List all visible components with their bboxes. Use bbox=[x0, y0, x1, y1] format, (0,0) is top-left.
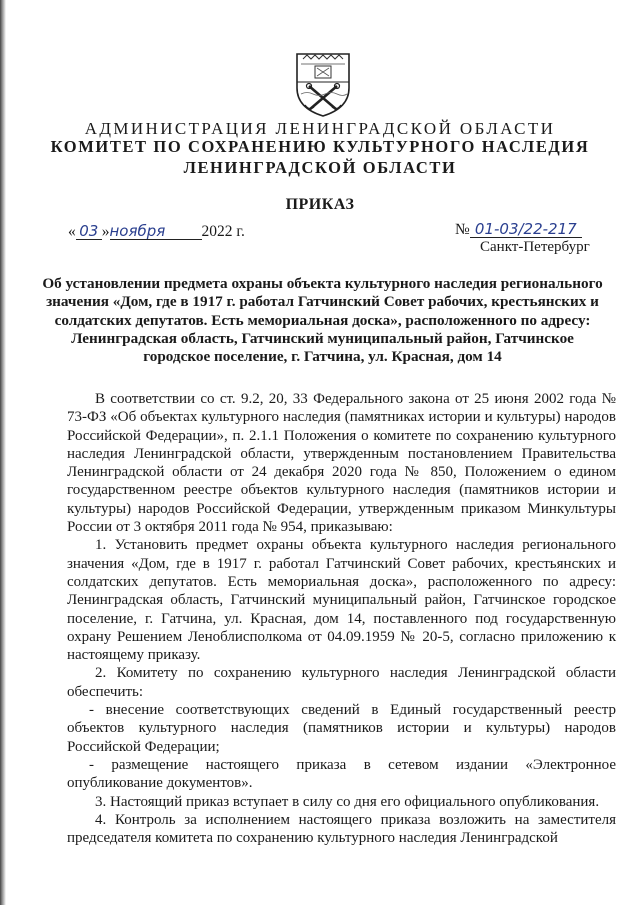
body-item-2: 2. Комитету по сохранению культурного наследия Ленинградской области обеспечить: bbox=[67, 665, 616, 700]
date-day: 03 bbox=[76, 224, 102, 240]
header-region: ЛЕНИНГРАДСКОЙ ОБЛАСТИ bbox=[183, 158, 457, 177]
body-preamble: В соответствии со ст. 9.2, 20, 33 Федерального закона от 25 июня 2002 года № 73-ФЗ «Об объектах культурного наследия (памятниках истории и культуры) народов Российской Федерации», п. 2.1.1 Положения о комитете по сохранению культурного наследия Ленинградской области, утвержденным постановлением Правительства Ленинградской области от 24 декабря 2020 года № 850, Положением о едином государственном реестре объектов культурного наследия (памятников истории и культуры) народов Российской Федерации, утвержденным приказом Минкультуры России от 3 октября 2011 года № 954, приказываю: bbox=[67, 391, 616, 536]
number-prefix: № bbox=[455, 221, 470, 238]
date-year: 2022 г. bbox=[201, 223, 245, 240]
header-administration: АДМИНИСТРАЦИЯ ЛЕНИНГРАДСКОЙ ОБЛАСТИ bbox=[84, 119, 556, 138]
body-item-2-dash-1: - внесение соответствующих сведений в Единый государственный реестр объектов культурного наследия (памятников истории и культуры) народов Российской Федерации; bbox=[67, 702, 616, 755]
city: Санкт-Петербург bbox=[480, 239, 590, 255]
number-value: 01-03/22-217 bbox=[470, 222, 582, 238]
order-body bbox=[67, 390, 616, 847]
header-committee: КОМИТЕТ ПО СОХРАНЕНИЮ КУЛЬТУРНОГО НАСЛЕДИЯ bbox=[50, 137, 590, 156]
body-item-1: 1. Установить предмет охраны объекта культурного наследия регионального значения «Дом, где в 1917 г. работал Гатчинский Совет рабочих, крестьянских и солдатских депутатов. Есть мемориальная доска», расположенного по адресу: Ленинградская область, Гатчинский муниципальный район, Гатчинское городское поселение, г. Гатчина, ул. Красная, дом 14, поставленного под государственную охрану Решением Леноблисполкома от 04.09.1959 № 20-5, согласно приложению к настоящему приказу. bbox=[67, 537, 616, 664]
date-month: ноября bbox=[110, 224, 202, 240]
coat-of-arms-icon bbox=[293, 50, 353, 118]
order-date bbox=[68, 223, 245, 241]
body-item-4: 4. Контроль за исполнением настоящего приказа возложить на заместителя председателя комитета по сохранению культурного наследия Ленинградской bbox=[67, 811, 616, 847]
date-close-quote: » bbox=[101, 223, 110, 240]
order-subject: Об установлении предмета охраны объекта культурного наследия регионального значения «Дом, где в 1917 г. работал Гатчинский Совет рабочих, крестьянских и солдатских депутатов. Есть мемориальная доска», расположенного по адресу: Ленинградская область, Гатчинский муниципальный район, Гатчинское городское поселение, г. Гатчина, ул. Красная, дом 14 bbox=[42, 275, 603, 366]
body-item-3: 3. Настоящий приказ вступает в силу со дня его официального опубликования. bbox=[95, 793, 600, 810]
date-open-quote: « bbox=[68, 223, 76, 240]
order-number bbox=[455, 221, 582, 239]
order-title: ПРИКАЗ bbox=[285, 196, 355, 213]
body-item-2-dash-2: - размещение настоящего приказа в сетевом издании «Электронное опубликование документов». bbox=[67, 756, 616, 792]
